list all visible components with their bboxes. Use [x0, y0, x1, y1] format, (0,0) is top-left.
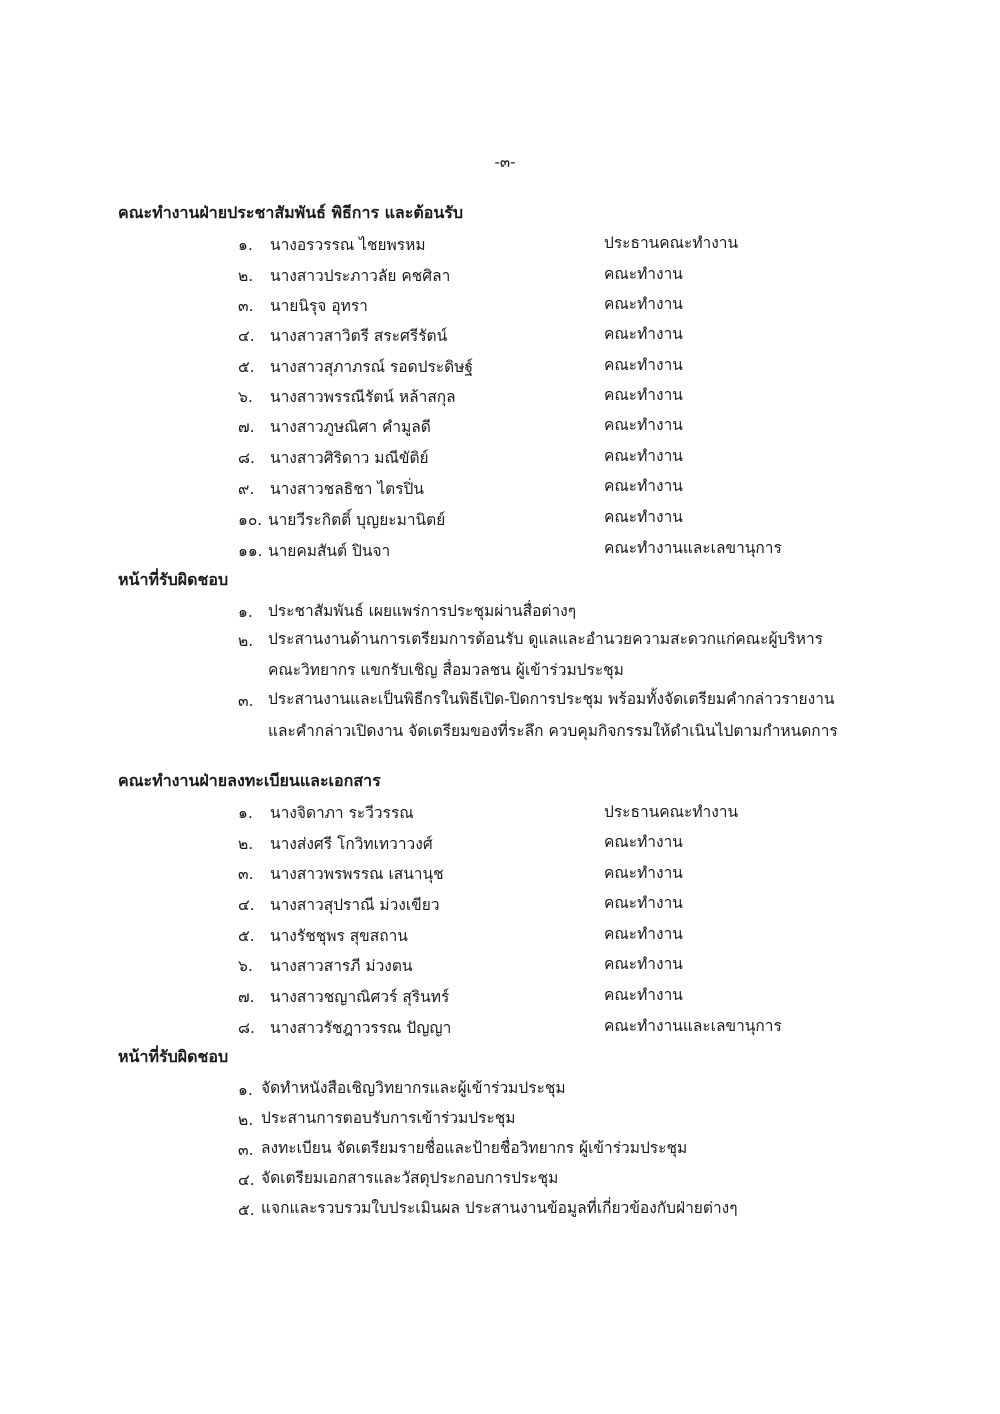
duty-text: ลงทะเบียน จัดเตรียมรายชื่อและป้ายชื่อวิทยากร ผู้เข้าร่วมประชุม [261, 1139, 688, 1157]
duty-text: ประสานงานและเป็นพิธีกรในพิธีเปิด-ปิดการประชุม พร้อมทั้งจัดเตรียมคำกล่าวรายงาน [268, 690, 835, 708]
member-role: คณะทำงาน [604, 477, 683, 495]
member-number: ๒. [238, 267, 254, 285]
member-name: นางอรวรรณ ไชยพรหม [270, 236, 426, 254]
member-role: คณะทำงาน [604, 986, 683, 1004]
page-number: -๓- [494, 153, 516, 171]
duty-number: ๒. [238, 632, 254, 650]
member-name: นางสาวสุภาภรณ์ รอดประดิษฐ์ [270, 358, 473, 376]
member-name: นางจิดาภา ระวีวรรณ [270, 804, 414, 822]
member-name: นางสาวประภาวลัย คชศิลา [270, 267, 451, 285]
member-role: คณะทำงานและเลขานุการ [604, 539, 782, 557]
section-heading-registration: คณะทำงานฝ่ายลงทะเบียนและเอกสาร [118, 771, 381, 790]
member-role: คณะทำงาน [604, 265, 683, 283]
member-name: นางสาวสารภี ม่วงตน [270, 957, 413, 975]
member-role: คณะทำงาน [604, 833, 683, 851]
member-name: นายวีระกิตติ์ บุญยะมานิตย์ [268, 511, 446, 529]
member-number: ๘. [238, 1019, 255, 1037]
member-number: ๑. [238, 804, 253, 822]
member-role: คณะทำงาน [604, 447, 683, 465]
member-role: คณะทำงานและเลขานุการ [604, 1017, 782, 1035]
member-number: ๓. [238, 865, 254, 883]
member-name: นางสาวสาวิตรี สระศรีรัตน์ [270, 327, 448, 345]
member-name: นางรัชชุพร สุขสถาน [270, 927, 408, 945]
member-number: ๗. [238, 418, 255, 436]
member-role: คณะทำงาน [604, 955, 683, 973]
member-name: นางสาวสุปราณี ม่วงเขียว [270, 896, 440, 914]
section-heading-pr: คณะทำงานฝ่ายประชาสัมพันธ์ พิธีการ และต้อนรับ [118, 203, 464, 222]
duty-number: ๓. [238, 692, 254, 710]
member-role: คณะทำงาน [604, 864, 683, 882]
duties-heading-registration: หน้าที่รับผิดชอบ [118, 1047, 229, 1066]
duty-text-continued: และคำกล่าวเปิดงาน จัดเตรียมของที่ระลึก ควบคุมกิจกรรมให้ดำเนินไปตามกำหนดการ [268, 722, 838, 740]
member-number: ๖. [238, 388, 253, 406]
member-name: นางสาวศิริดาว มณีขัติย์ [270, 449, 429, 467]
member-number: ๑. [238, 236, 253, 254]
member-name: นางสาวภูษณิศา คำมูลดี [270, 418, 431, 436]
duty-text: ประสานการตอบรับการเข้าร่วมประชุม [261, 1109, 516, 1127]
member-number: ๖. [238, 957, 253, 975]
member-number: ๒. [238, 835, 254, 853]
member-name: นางสาวพรรณีรัตน์ หล้าสกุล [270, 388, 456, 406]
duty-text: แจกและรวบรวมใบประเมินผล ประสานงานข้อมูลที่เกี่ยวข้องกับฝ่ายต่างๆ [261, 1199, 738, 1217]
member-role: คณะทำงาน [604, 325, 683, 343]
member-name: นางสาวพรพรรณ เสนานุช [270, 865, 444, 883]
duty-number: ๑. [238, 603, 253, 621]
duty-text-continued: คณะวิทยากร แขกรับเชิญ สื่อมวลชน ผู้เข้าร่วมประชุม [268, 661, 624, 679]
duty-number: ๔. [238, 1171, 255, 1189]
duties-heading-pr: หน้าที่รับผิดชอบ [118, 570, 229, 589]
duty-text: จัดทำหนังสือเชิญวิทยากรและผู้เข้าร่วมประชุม [261, 1079, 566, 1097]
member-role: คณะทำงาน [604, 356, 683, 374]
member-role: คณะทำงาน [604, 925, 683, 943]
member-role: ประธานคณะทำงาน [604, 803, 739, 821]
member-number: ๔. [238, 327, 255, 345]
member-role: คณะทำงาน [604, 894, 683, 912]
member-number: ๓. [238, 297, 254, 315]
member-name: นางสาวชลธิชา ไตรปิ่น [270, 480, 424, 498]
duty-number: ๓. [238, 1141, 254, 1159]
member-role: คณะทำงาน [604, 386, 683, 404]
member-number: ๕. [238, 927, 255, 945]
member-role: คณะทำงาน [604, 295, 683, 313]
member-role: คณะทำงาน [604, 508, 683, 526]
member-role: คณะทำงาน [604, 416, 683, 434]
duty-text: ประสานงานด้านการเตรียมการต้อนรับ ดูแลและอำนวยความสะดวกแก่คณะผู้บริหาร [268, 630, 823, 648]
duty-text: จัดเตรียมเอกสารและวัสดุประกอบการประชุม [261, 1169, 559, 1187]
member-number: ๕. [238, 358, 255, 376]
duty-number: ๒. [238, 1111, 254, 1129]
member-number: ๔. [238, 896, 255, 914]
member-name: นางสาวชญาณิศวร์ สุรินทร์ [270, 988, 450, 1006]
member-name: นางส่งศรี โกวิทเทวาวงศ์ [270, 835, 433, 853]
member-number: ๙. [238, 480, 255, 498]
duty-text: ประชาสัมพันธ์ เผยแพร่การประชุมผ่านสื่อต่างๆ [268, 602, 577, 620]
member-role: ประธานคณะทำงาน [604, 234, 739, 252]
member-number: ๘. [238, 449, 255, 467]
member-name: นายนิรุจ อุทรา [270, 297, 368, 315]
member-number: ๑๐. [238, 511, 263, 529]
member-number: ๗. [238, 988, 255, 1006]
duty-number: ๑. [238, 1081, 253, 1099]
member-number: ๑๑. [238, 542, 263, 560]
member-name: นายคมสันต์ ปินจา [268, 542, 391, 560]
duty-number: ๕. [238, 1201, 255, 1219]
member-name: นางสาวรัชฎาวรรณ ปัญญา [270, 1019, 452, 1037]
